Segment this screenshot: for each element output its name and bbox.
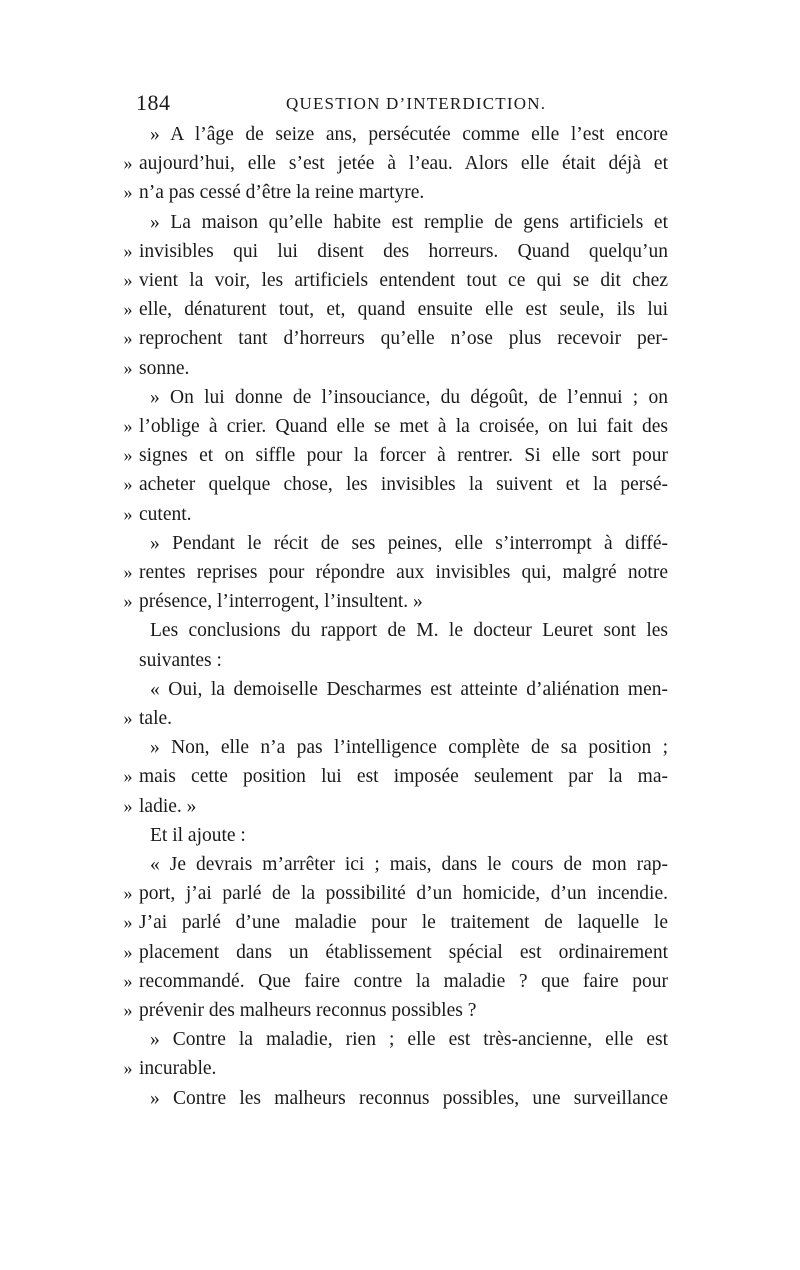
margin-quote-mark: » <box>123 1000 133 1020</box>
text-line: sonne. <box>139 357 190 379</box>
text-line: elle, dénaturent tout, et, quand ensuite elle est seule, ils lui <box>139 299 668 321</box>
text-line: recommandé. Que faire contre la maladie ? que faire pour <box>139 970 668 992</box>
text-line: « Je devrais m’arrêter ici ; mais, dans le cours de mon rap- <box>150 854 668 875</box>
text-line: l’oblige à crier. Quand elle se met à la croisée, on lui fait des <box>139 416 668 437</box>
text-line: Les conclusions du rapport de M. le docteur Leuret sont les <box>150 620 668 642</box>
margin-quote-mark: » <box>123 328 133 349</box>
text-line: acheter quelque chose, les invisibles la suivent et la persé- <box>139 474 668 496</box>
text-line: » Contre la maladie, rien ; elle est très-ancienne, elle est <box>150 1029 668 1051</box>
margin-quote-mark: » <box>123 912 133 933</box>
text-line: ladie. » <box>139 795 197 817</box>
margin-quote-mark: » <box>123 795 133 816</box>
margin-quote-mark: » <box>123 445 133 466</box>
running-title: QUESTION D’INTERDICTION. <box>286 94 547 113</box>
text-line: « Oui, la demoiselle Descharmes est atteinte d’aliénation men- <box>150 678 668 700</box>
margin-quote-mark: » <box>123 240 133 261</box>
text-line: » A l’âge de seize ans, persécutée comme elle l’est encore <box>150 124 668 145</box>
text-line: n’a pas cessé d’être la reine martyre. <box>139 182 425 204</box>
text-line: placement dans un établissement spécial est ordinairement <box>139 941 668 963</box>
margin-quote-mark: » <box>123 766 133 787</box>
margin-quote-mark: » <box>123 1058 133 1079</box>
text-line: » Contre les malheurs reconnus possibles, une surveillance <box>150 1087 668 1109</box>
text-line: rentes reprises pour répondre aux invisibles qui, malgré notre <box>139 562 668 583</box>
margin-quote-mark: » <box>123 357 133 378</box>
text-line: reprochent tant d’horreurs qu’elle n’ose plus recevoir per- <box>139 328 668 350</box>
page-header <box>136 90 670 118</box>
text-line: » Non, elle n’a pas l’intelligence complète de sa position ; <box>150 737 668 759</box>
margin-quote-mark: » <box>123 299 133 320</box>
page-number: 184 <box>136 90 171 115</box>
margin-quote-mark: » <box>123 474 133 495</box>
margin-quote-mark: » <box>123 562 133 582</box>
text-line: Et il ajoute : <box>150 824 246 846</box>
text-line: invisibles qui lui disent des horreurs. Quand quelqu’un <box>139 240 668 262</box>
text-line: » Pendant le récit de ses peines, elle s’interrompt à diffé- <box>150 532 668 554</box>
margin-quote-mark: » <box>123 503 133 524</box>
margin-quote-mark: » <box>123 708 133 728</box>
margin-quote-mark: » <box>123 270 133 290</box>
text-line: incurable. <box>139 1058 217 1080</box>
text-line: vient la voir, les artificiels entendent tout ce qui se dit chez <box>139 270 668 291</box>
margin-quote-mark: » <box>123 182 133 203</box>
text-line: signes et on siffle pour la forcer à rentrer. Si elle sort pour <box>139 445 668 467</box>
text-line: mais cette position lui est imposée seulement par la ma- <box>139 766 668 788</box>
text-line: présence, l’interrogent, l’insultent. » <box>139 591 423 613</box>
margin-quote-mark: » <box>123 941 133 962</box>
margin-quote-mark: » <box>123 416 133 436</box>
text-line: » On lui donne de l’insouciance, du dégoût, de l’ennui ; on <box>150 386 668 408</box>
text-line: prévenir des malheurs reconnus possibles ? <box>139 1000 477 1021</box>
text-line: port, j’ai parlé de la possibilité d’un homicide, d’un incendie. <box>139 883 668 905</box>
text-line: cutent. <box>139 503 192 525</box>
text-line: aujourd’hui, elle s’est jetée à l’eau. Alors elle était déjà et <box>139 153 668 175</box>
text-line: J’ai parlé d’une maladie pour le traitement de laquelle le <box>139 912 668 934</box>
margin-quote-mark: » <box>123 591 133 612</box>
margin-quote-mark: » <box>123 883 133 904</box>
text-line: suivantes : <box>139 649 222 671</box>
text-line: tale. <box>139 708 173 729</box>
margin-quote-mark: » <box>123 153 133 174</box>
margin-quote-mark: » <box>123 970 133 991</box>
text-line: » La maison qu’elle habite est remplie de gens artificiels et <box>150 211 668 233</box>
